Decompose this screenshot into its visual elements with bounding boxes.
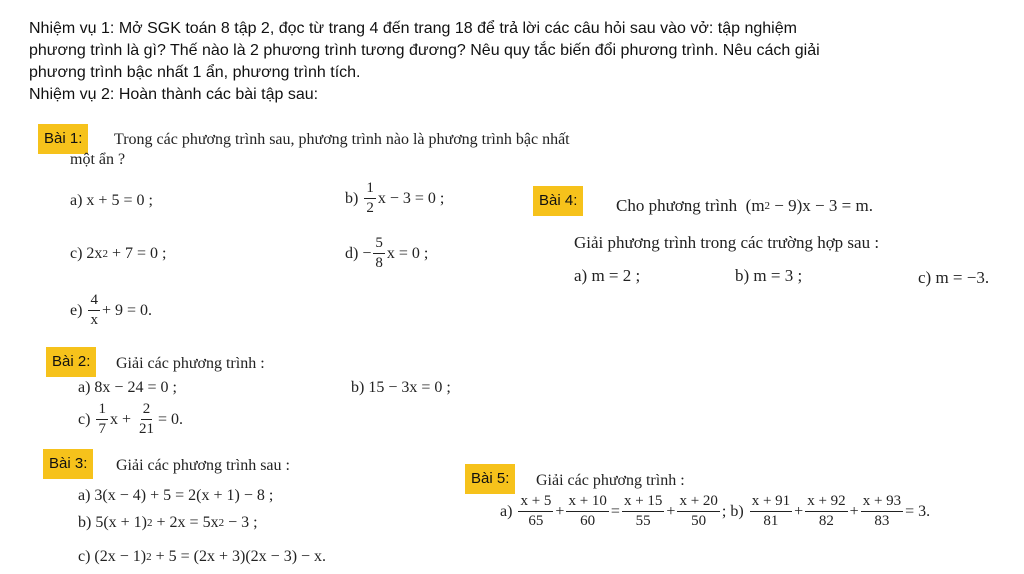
bai4-badge: Bài 4: bbox=[533, 186, 583, 216]
bai5-b-frac: $\frac{x + 92}{82}$ bbox=[807, 493, 846, 529]
bai3-badge: Bài 3: bbox=[43, 449, 93, 479]
intro-line: phương trình là gì? Thế nào là 2 phương trình tương đương? Nêu quy tắc biến đổi phương trình. Nêu cách giải bbox=[29, 42, 820, 59]
bai3-b: b) 5(x + 1) 2 + 2x = 5x 2 − 3 ; bbox=[78, 514, 258, 531]
intro-text bbox=[29, 18, 989, 106]
bai4-b: b) m = 3 ; bbox=[735, 266, 803, 285]
bai4-question: Cho phương trình (m 2 − 9)x − 3 = m. bbox=[616, 196, 873, 215]
intro-line: phương trình bậc nhất 1 ẩn, phương trình tích. bbox=[29, 64, 361, 81]
bai2-b: b) 15 − 3x = 0 ; bbox=[351, 379, 451, 396]
bai2-question: Giải các phương trình : bbox=[116, 355, 265, 372]
bai4-c: c) m = −3. bbox=[918, 268, 990, 287]
bai4-a: a) m = 2 ; bbox=[574, 266, 641, 285]
bai5-a-frac: $\frac{x + 5}{65}$ bbox=[520, 493, 552, 529]
bai1-b: b) $\frac{1}{2}$ x − 3 = 0 ; bbox=[345, 180, 445, 216]
intro-line: Nhiệm vụ 1: Mở SGK toán 8 tập 2, đọc từ trang 4 đến trang 18 để trả lời các câu hỏi sau vào vở: tập nghiệm bbox=[29, 20, 797, 37]
bai1-e: e) $\frac{4}{x}$ + 9 = 0. bbox=[70, 292, 152, 328]
bai1-c: c) 2x 2 + 7 = 0 ; bbox=[70, 245, 167, 262]
bai3-question: Giải các phương trình sau : bbox=[116, 457, 290, 474]
bai3-a: a) 3(x − 4) + 5 = 2(x + 1) − 8 ; bbox=[78, 487, 274, 504]
bai5-b-frac: $\frac{x + 91}{81}$ bbox=[751, 493, 791, 529]
bai5-badge: Bài 5: bbox=[465, 464, 515, 494]
bai5-a-frac: $\frac{x + 15}{55}$ bbox=[623, 493, 663, 529]
bai1-badge: Bài 1: bbox=[38, 124, 88, 154]
bai4-subquestion: Giải phương trình trong các trường hợp sau : bbox=[574, 233, 880, 252]
bai5-b-frac: $\frac{x + 93}{83}$ bbox=[862, 493, 902, 529]
bai3-c: c) (2x − 1) 2 + 5 = (2x + 3)(2x − 3) − x. bbox=[78, 548, 327, 565]
bai5-a-frac: $\frac{x + 20}{50}$ bbox=[679, 493, 718, 529]
bai1-question: Trong các phương trình sau, phương trình nào là phương trình bậc nhất bbox=[114, 131, 570, 148]
bai5-question: Giải các phương trình : bbox=[536, 472, 685, 489]
bai2-badge: Bài 2: bbox=[46, 347, 96, 377]
bai1-a: a) x + 5 = 0 ; bbox=[70, 192, 153, 209]
bai5-equations: a) $\frac{x + 5}{65}$ + $\frac{x + 10}{60}$ = $\frac{x + 15}{55}$ + $\frac{x + 20}{50}$ ; b) $\frac{x + 91}{81}$ + $\frac{x + 92}{82}$ + $\frac{x + 93}{83}$ = 3. bbox=[500, 493, 931, 529]
bai2-a: a) 8x − 24 = 0 ; bbox=[78, 379, 177, 396]
bai5-a-frac: $\frac{x + 10}{60}$ bbox=[568, 493, 607, 529]
bai1-d: d) − $\frac{5}{8}$ x = 0 ; bbox=[345, 235, 429, 271]
bai1-question-cont: một ẩn ? bbox=[70, 151, 126, 168]
intro-line: Nhiệm vụ 2: Hoàn thành các bài tập sau: bbox=[29, 86, 319, 103]
bai2-c: c) $\frac{1}{7}$ x + $\frac{2}{21}$ = 0. bbox=[78, 401, 183, 437]
